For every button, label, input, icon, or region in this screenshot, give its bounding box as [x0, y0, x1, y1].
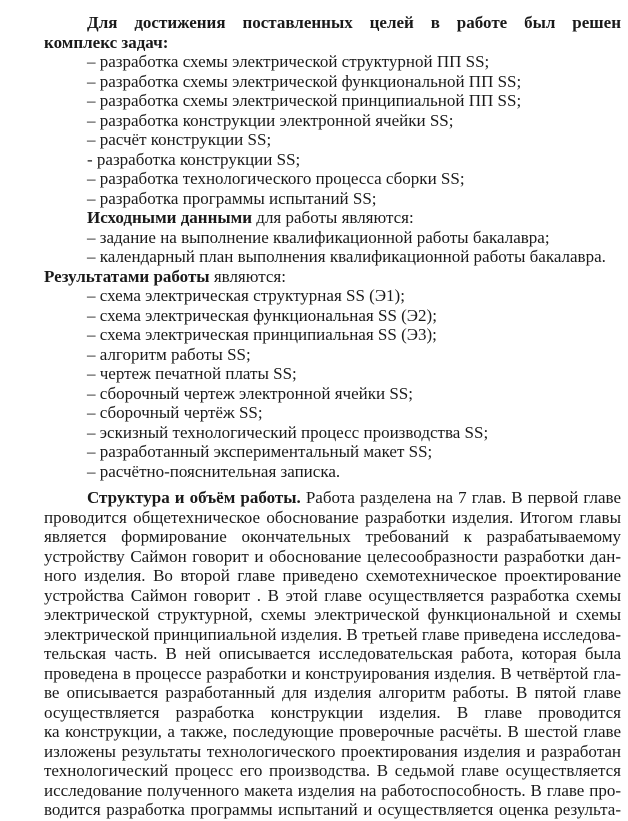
list-item: – разработка схемы электрической принципиальной ПП SS; [87, 91, 522, 110]
list-item: – чертеж печатной платы SS; [87, 364, 297, 383]
paragraph-line: электрической структурной, схемы электрической функциональной и схемы [44, 605, 621, 624]
paragraph-line: тельская часть. В ней описывается исследовательская работа, которая была [44, 644, 621, 663]
paragraph-line: электрической принципиальной изделия. В третьей главе приведена исследова- [44, 624, 621, 644]
results-heading [44, 267, 621, 287]
tasks-intro-bold-2: комплекс задач: [44, 32, 169, 52]
structure-bold: Структура и объём работы. [87, 488, 301, 507]
results-rest: являются: [209, 266, 286, 286]
paragraph-line: является формирование окончательных требований к разрабатываемому [44, 527, 621, 546]
tasks-intro-bold: Для достижения поставленных целей в работе был решен [87, 13, 621, 32]
list-item: – задание на выполнение квалификационной работы бакалавра; [87, 227, 550, 247]
list-item: – схема электрическая функциональная SS (Э2); [87, 305, 437, 325]
paragraph-line: устройства Саймон говорит . В этой главе осуществляется разработка схемы [44, 585, 621, 605]
paragraph-line: осуществляется разработка конструкции изделия. В главе проводится [44, 702, 621, 722]
results-list [44, 286, 621, 481]
list-item: – эскизный технологический процесс производства SS; [87, 422, 489, 442]
list-item: – календарный план выполнения квалификационной работы бакалавра. [87, 247, 606, 266]
list-item: – схема электрическая структурная SS (Э1); [87, 286, 405, 305]
paragraph-line: технологический процесс его производства. В седьмой главе осуществляется [44, 761, 621, 780]
list-item: – разработка технологического процесса сборки SS; [87, 169, 465, 188]
paragraph-line: устройству Саймон говорит и обоснование целесообразности разработки дан- [44, 546, 621, 566]
source-data-rest: для работы являются: [252, 208, 414, 227]
paragraph-line: ка конструкции, а также, последующие проверочные расчёты. В шестой главе [44, 722, 621, 741]
paragraph-line: проведена в процессе разработки и конструирования изделия. В четвёртой гла- [44, 663, 621, 683]
tasks-intro-line2 [44, 33, 621, 53]
source-data-bold: Исходными данными [87, 208, 253, 227]
list-item: – разработка схемы электрической функциональной ПП SS; [87, 71, 522, 91]
source-data-heading [44, 208, 621, 228]
list-item: – разработка конструкции электронной ячейки SS; [87, 110, 454, 130]
paragraph-line: ве описывается разработанный для изделия алгоритм работы. В пятой главе [44, 683, 621, 702]
paragraph-line: ного изделия. Во второй главе приведено схемотехническое проектирование [44, 566, 621, 585]
list-item: – расчёт конструкции SS; [87, 130, 272, 149]
list-item: – сборочный чертёж SS; [87, 403, 263, 422]
paragraph-line: исследование полученного макета изделия на работоспособность. В главе про- [44, 780, 621, 800]
paragraph-line: изложены результаты технологического проектирования изделия и разработан [44, 741, 621, 761]
list-item: – алгоритм работы SS; [87, 344, 251, 364]
document-page [44, 13, 621, 820]
tasks-list [44, 52, 621, 208]
list-item: – сборочный чертеж электронной ячейки SS; [87, 383, 413, 403]
list-item: - разработка конструкции SS; [87, 149, 301, 169]
paragraph-line: водится разработка программы испытаний и осуществляется оценка результа- [44, 800, 621, 819]
list-item: – разработка программы испытаний SS; [87, 188, 377, 208]
list-item: – расчётно-пояснительная записка. [87, 461, 341, 481]
list-item: – разработанный экспериментальный макет SS; [87, 442, 433, 461]
list-item: – разработка схемы электрической структурной ПП SS; [87, 52, 490, 71]
list-item: – схема электрическая принципиальная SS (Э3); [87, 325, 437, 344]
structure-paragraph [44, 488, 621, 820]
structure-first-rest: Работа разделена на 7 глав. В первой главе [300, 488, 621, 507]
paragraph-line [44, 488, 621, 508]
tasks-intro-line1 [44, 13, 621, 33]
paragraph-line: проводится общетехническое обоснование разработки изделия. Итогом главы [44, 507, 621, 527]
results-bold: Результатами работы [44, 266, 210, 286]
